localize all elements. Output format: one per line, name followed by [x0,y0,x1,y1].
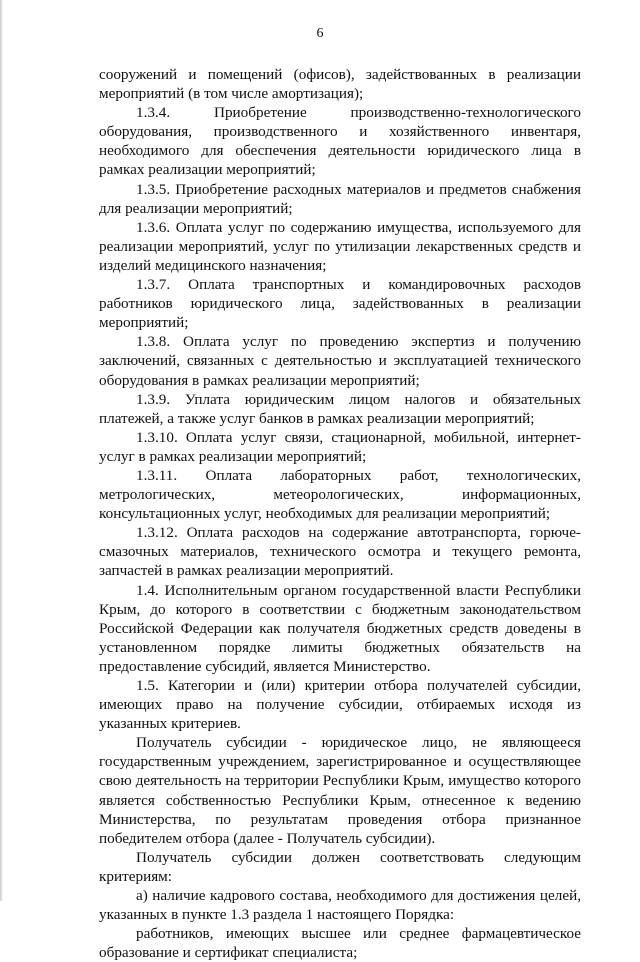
paragraph-1-3-12: 1.3.12. Оплата расходов на содержание автотранспорта, горюче-смазочных материалов, технического осмотра и текущего ремонта, запчастей в рамках реализации мероприятий. [99,524,581,580]
paragraph-1-4: 1.4. Исполнительным органом государственной власти Республики Крым, до которого в соответствии с бюджетным законодательством Российской Федерации как получателя бюджетных средств доведены в установленном порядке лимиты бюджетных обязательств на предоставление субсидий, является Министерство. [99,581,581,675]
paragraph-1-3-11: 1.3.11. Оплата лабораторных работ, технологических, метрологических, метеорологических, информационных, консультационных услуг, необходимых для реализации мероприятий; [99,466,581,523]
paragraph-1-3-8: 1.3.8. Оплата услуг по проведению экспертиз и получению заключений, связанных с деятельностью и эксплуатацией технического оборудования в рамках реализации мероприятий; [99,333,581,389]
paragraph-1-3-9: 1.3.9. Уплата юридическим лицом налогов и обязательных платежей, а также услуг банков в рамках реализации мероприятий; [99,390,581,427]
paragraph-1-3-6: 1.3.6. Оплата услуг по содержанию имущества, используемого для реализации мероприятий, услуг по утилизации лекарственных средств и изделий медицинского назначения; [99,218,581,274]
paragraph-1-3-5: 1.3.5. Приобретение расходных материалов и предметов снабжения для реализации мероприятий; [99,180,581,217]
paragraph-staff: работников, имеющих высшее или среднее фармацевтическое образование и сертификат специалиста; [99,925,581,962]
paragraph-recipient-definition: Получатель субсидии - юридическое лицо, не являющееся государственным учреждением, зарегистрированное и осуществляющее свою деятельность на территории Республики Крым, имущество которого является собственностью Республики Крым, отнесенное к ведению Министерства, по результатам проведения отбора признанное победителем отбора (далее - Получатель субсидии). [99,734,581,847]
paragraph-1-5: 1.5. Категории и (или) критерии отбора получателей субсидии, имеющих право на получение субсидии, отбираемых исходя из указанных критериев. [99,677,581,733]
paragraph-criteria-intro: Получатель субсидии должен соответствовать следующим критериям: [99,848,581,885]
scan-edge [0,0,3,901]
page-number: 6 [316,26,324,41]
paragraph-continuation: сооружений и помещений (офисов), задействованных в реализации мероприятий (в том числе амортизация); [99,66,581,103]
paragraph-1-3-10: 1.3.10. Оплата услуг связи, стационарной, мобильной, интернет-услуг в рамках реализации мероприятий; [99,428,581,465]
paragraph-criterion-a: а) наличие кадрового состава, необходимого для достижения целей, указанных в пункте 1.3 раздела 1 настоящего Порядка: [99,887,581,924]
paragraph-1-3-4: 1.3.4. Приобретение производственно-технологического оборудования, производственного и хозяйственного инвентаря, необходимого для обеспечения деятельности юридического лица в рамках реализации мероприятий; [99,104,581,179]
document-body [99,65,581,962]
paragraph-1-3-7: 1.3.7. Оплата транспортных и командировочных расходов работников юридического лица, задействованных в реализации мероприятий; [99,276,581,332]
